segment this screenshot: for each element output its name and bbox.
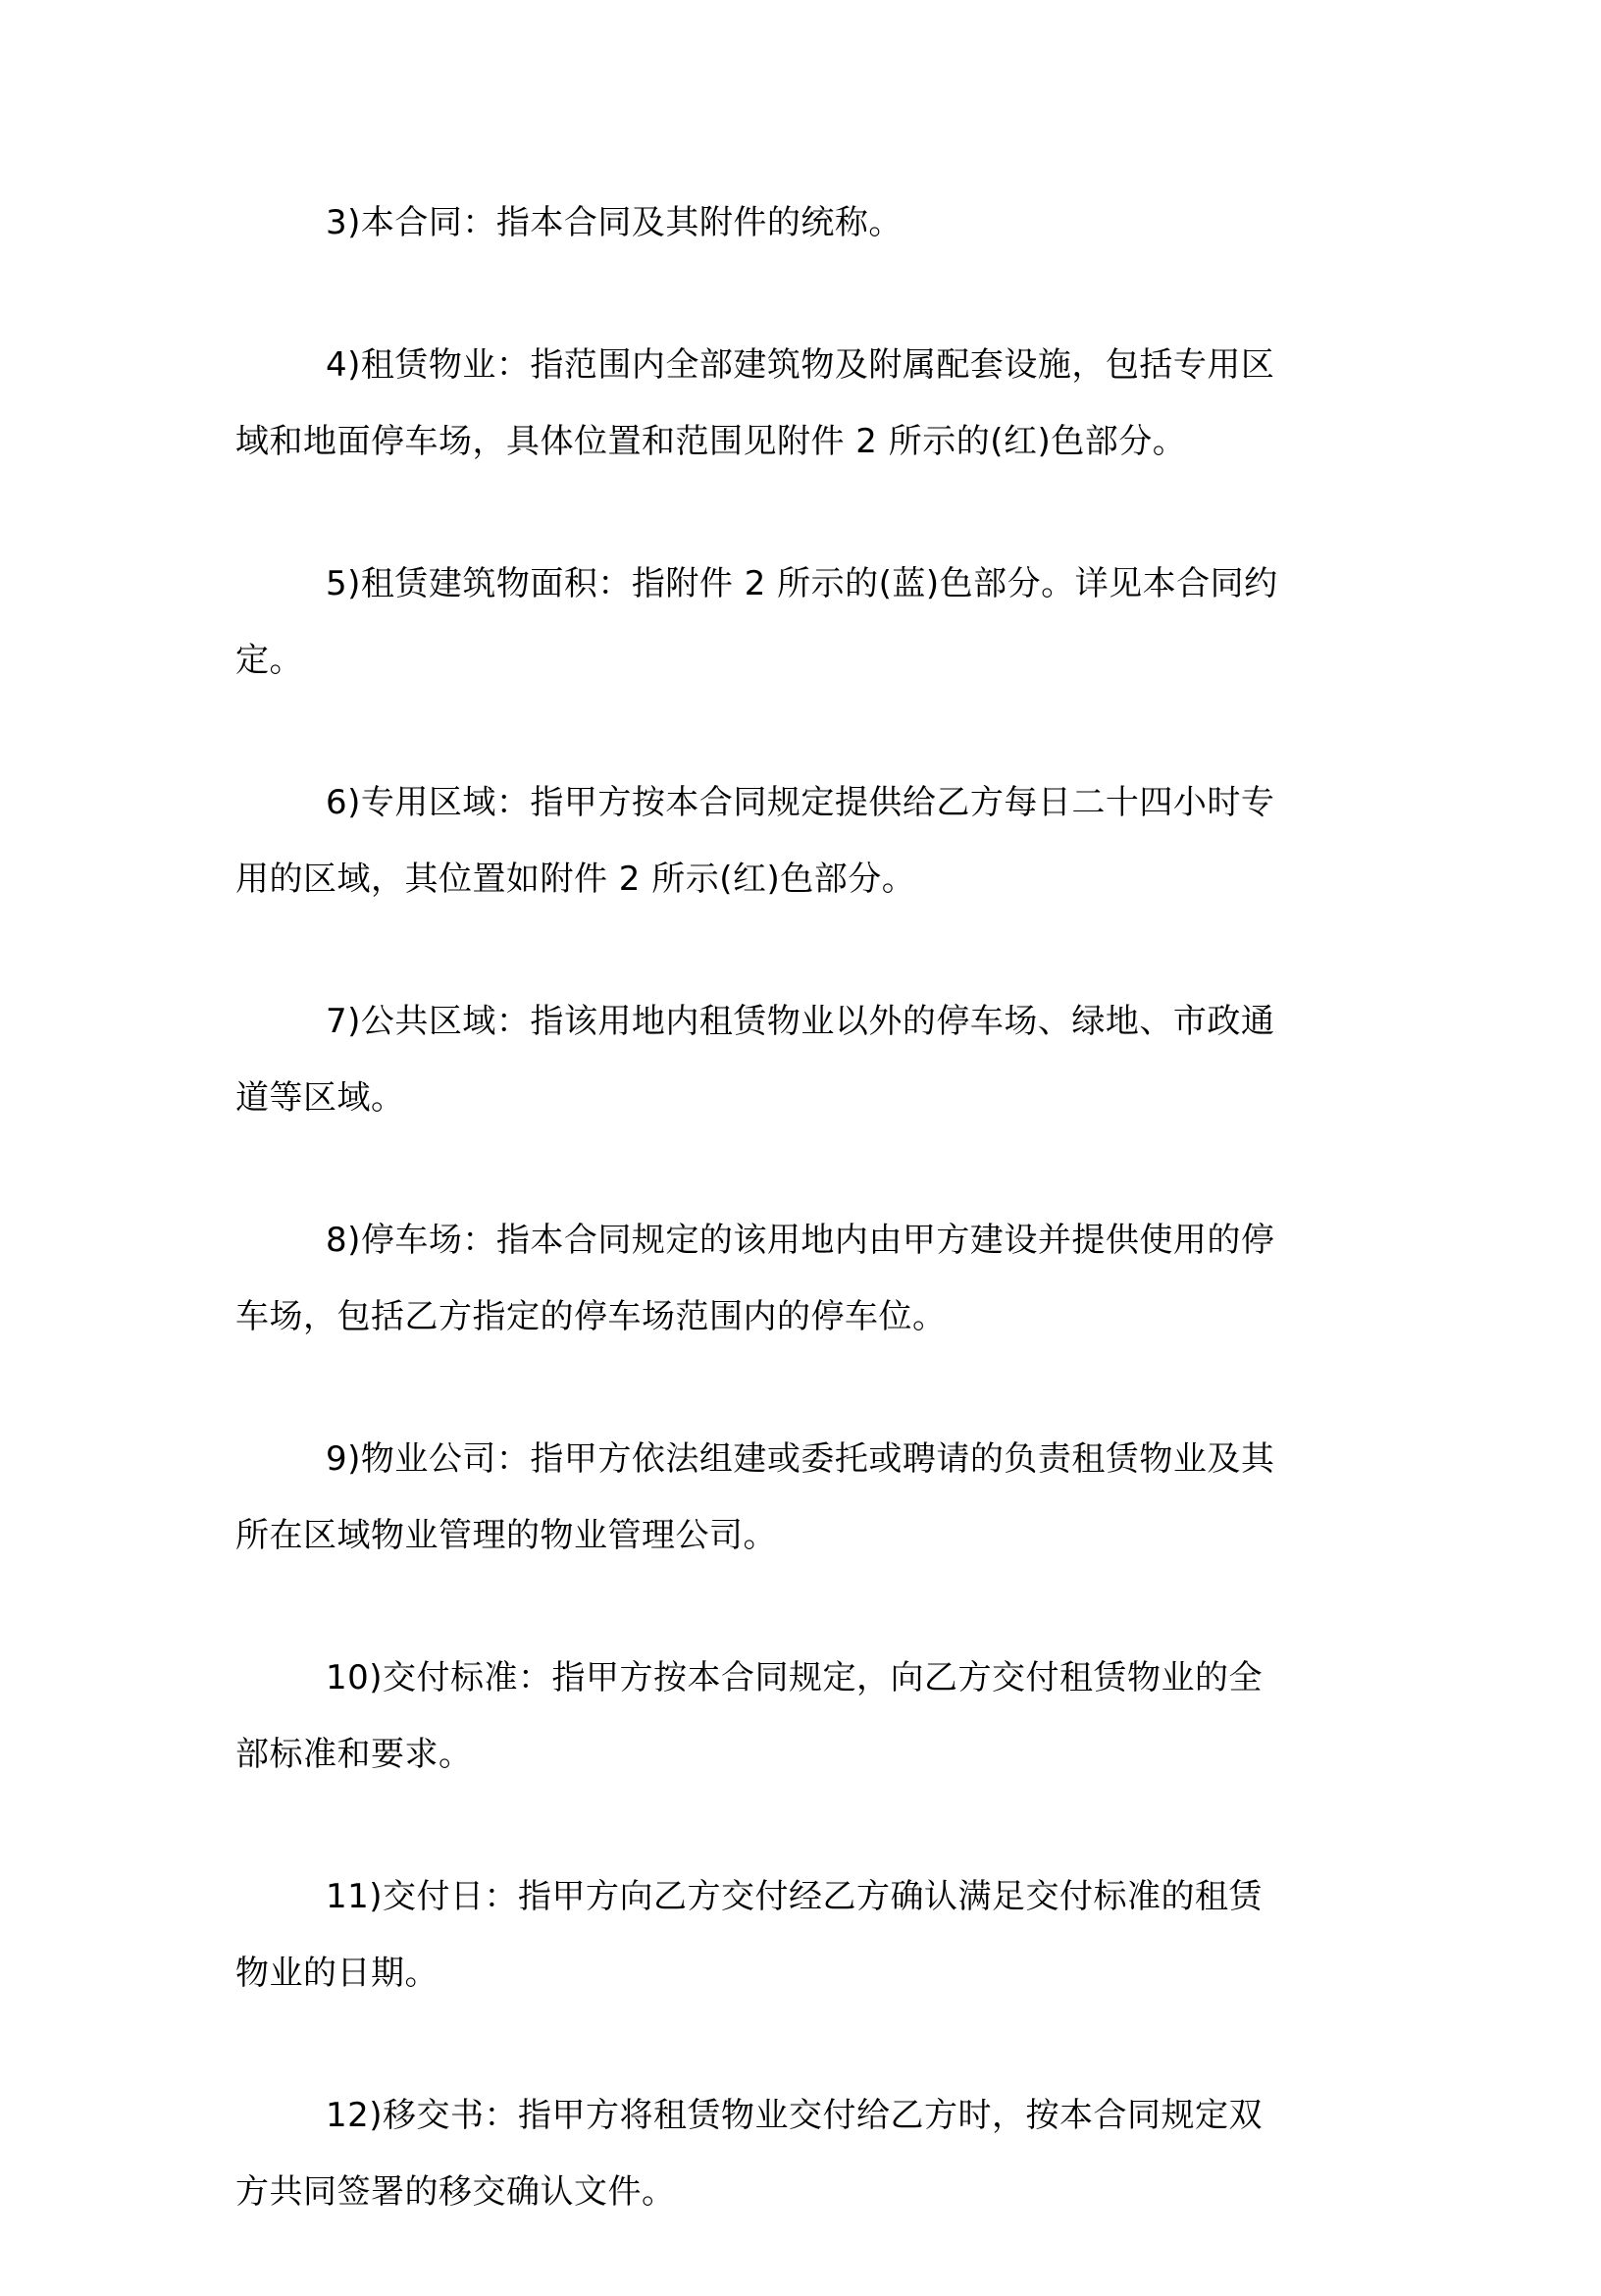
definition-paragraph-5 [235,546,1336,699]
paragraph-line: 5)租赁建筑物面积：指附件 2 所示的(蓝)色部分。详见本合同约 [326,564,1278,603]
paragraph-line: 11)交付日：指甲方向乙方交付经乙方确认满足交付标准的租赁 [326,1877,1264,1916]
paragraph-line: 12)移交书：指甲方将租赁物业交付给乙方时，按本合同规定双 [326,2096,1264,2135]
paragraph-line: 10)交付标准：指甲方按本合同规定，向乙方交付租赁物业的全 [326,1658,1264,1697]
paragraph-line: 定。 [235,641,303,680]
paragraph-line: 道等区域。 [235,1078,405,1118]
definition-paragraph-7 [235,983,1336,1136]
definition-paragraph-12 [235,2077,1336,2230]
definition-paragraph-4 [235,327,1336,480]
paragraph-line: 7)公共区域：指该用地内租赁物业以外的停车场、绿地、市政通 [326,1002,1275,1041]
paragraph-line: 9)物业公司：指甲方依法组建或委托或聘请的负责租赁物业及其 [326,1439,1275,1479]
paragraph-line: 8)停车场：指本合同规定的该用地内由甲方建设并提供使用的停 [326,1221,1275,1260]
paragraph-line: 方共同签署的移交确认文件。 [235,2172,676,2212]
definition-paragraph-8 [235,1202,1336,1355]
paragraph-line: 4)租赁物业：指范围内全部建筑物及附属配套设施，包括专用区 [326,345,1275,385]
definition-paragraph-10 [235,1640,1336,1793]
paragraph-line: 所在区域物业管理的物业管理公司。 [235,1516,777,1555]
definition-paragraph-9 [235,1421,1336,1574]
paragraph-line: 用的区域，其位置如附件 2 所示(红)色部分。 [235,860,916,899]
definition-paragraph-3 [235,184,1336,261]
document-body [235,184,1336,2296]
definition-paragraph-11 [235,1858,1336,2011]
paragraph-line: 部标准和要求。 [235,1735,473,1774]
paragraph-line: 域和地面停车场，具体位置和范围见附件 2 所示的(红)色部分。 [235,422,1187,461]
paragraph-line: 3)本合同：指本合同及其附件的统称。 [326,203,903,242]
definition-paragraph-6 [235,764,1336,917]
paragraph-line: 6)专用区域：指甲方按本合同规定提供给乙方每日二十四小时专 [326,783,1275,822]
paragraph-line: 车场，包括乙方指定的停车场范围内的停车位。 [235,1297,947,1336]
paragraph-line: 物业的日期。 [235,1954,439,1993]
